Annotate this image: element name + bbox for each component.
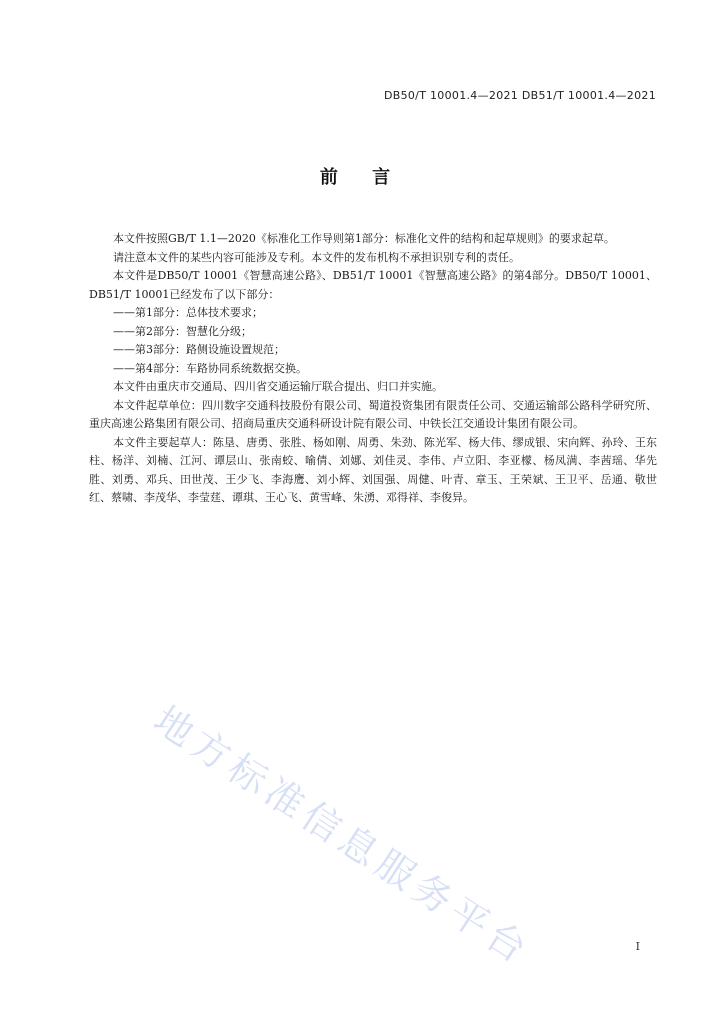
page-title: 前 言 bbox=[319, 167, 405, 188]
part-list-item: ——第1部分：总体技术要求； bbox=[113, 306, 263, 319]
part-list-item: ——第4部分：车路协同系统数据交换。 bbox=[113, 361, 307, 375]
foreword-body bbox=[89, 230, 657, 508]
paragraph-drafters: 本文件主要起草人：陈垦、唐勇、张胜、杨如刚、周勇、朱劲、陈光军、杨大伟、缪成银、宋向辉、孙玲、王东柱、杨洋、刘楠、江河、谭层山、张南蛟、喻倩、刘娜、刘佳灵、李伟、卢立阳、李亚檬、杨凤满、李茜瑶、华先胜、刘勇、邓兵、田世茂、王少飞、李海鹰、刘小辉、刘国强、周健、叶青、章玉、王荣斌、王卫平、岳通、敬世红、蔡啸、李茂华、李莹莛、谭琪、王心飞、黄雪峰、朱湧、邓得祥、李俊异。 bbox=[89, 435, 657, 504]
part-list-item: ——第3部分：路侧设施设置规范； bbox=[113, 343, 285, 356]
paragraph-drafting-basis: 本文件按照GB/T 1.1—2020《标准化工作导则第1部分：标准化文件的结构和起草规则》的要求起草。 bbox=[113, 232, 615, 245]
part-list-item: ——第2部分：智慧化分级； bbox=[113, 324, 252, 338]
paragraph-patent-notice: 请注意本文件的某些内容可能涉及专利。本文件的发布机构不承担识别专利的责任。 bbox=[113, 250, 520, 264]
paragraph-proposer: 本文件由重庆市交通局、四川省交通运输厅联合提出、归口并实施。 bbox=[113, 380, 443, 393]
watermark: 地方标准信息服务平台 bbox=[146, 697, 540, 975]
paragraph-series-parts: 本文件是DB50/T 10001《智慧高速公路》、DB51/T 10001《智慧高速公路》的第4部分。DB50/T 10001、DB51/T 10001已经发布了以下部分： bbox=[89, 269, 657, 301]
page-number: I bbox=[635, 940, 640, 953]
standard-number-header: DB50/T 10001.4—2021 DB51/T 10001.4—2021 bbox=[383, 89, 656, 102]
paragraph-drafting-units: 本文件起草单位：四川数字交通科技股份有限公司、蜀道投资集团有限责任公司、交通运输部公路科学研究所、重庆高速公路集团有限公司、招商局重庆交通科研设计院有限公司、中铁长江交通设计集团有限公司。 bbox=[89, 398, 657, 430]
